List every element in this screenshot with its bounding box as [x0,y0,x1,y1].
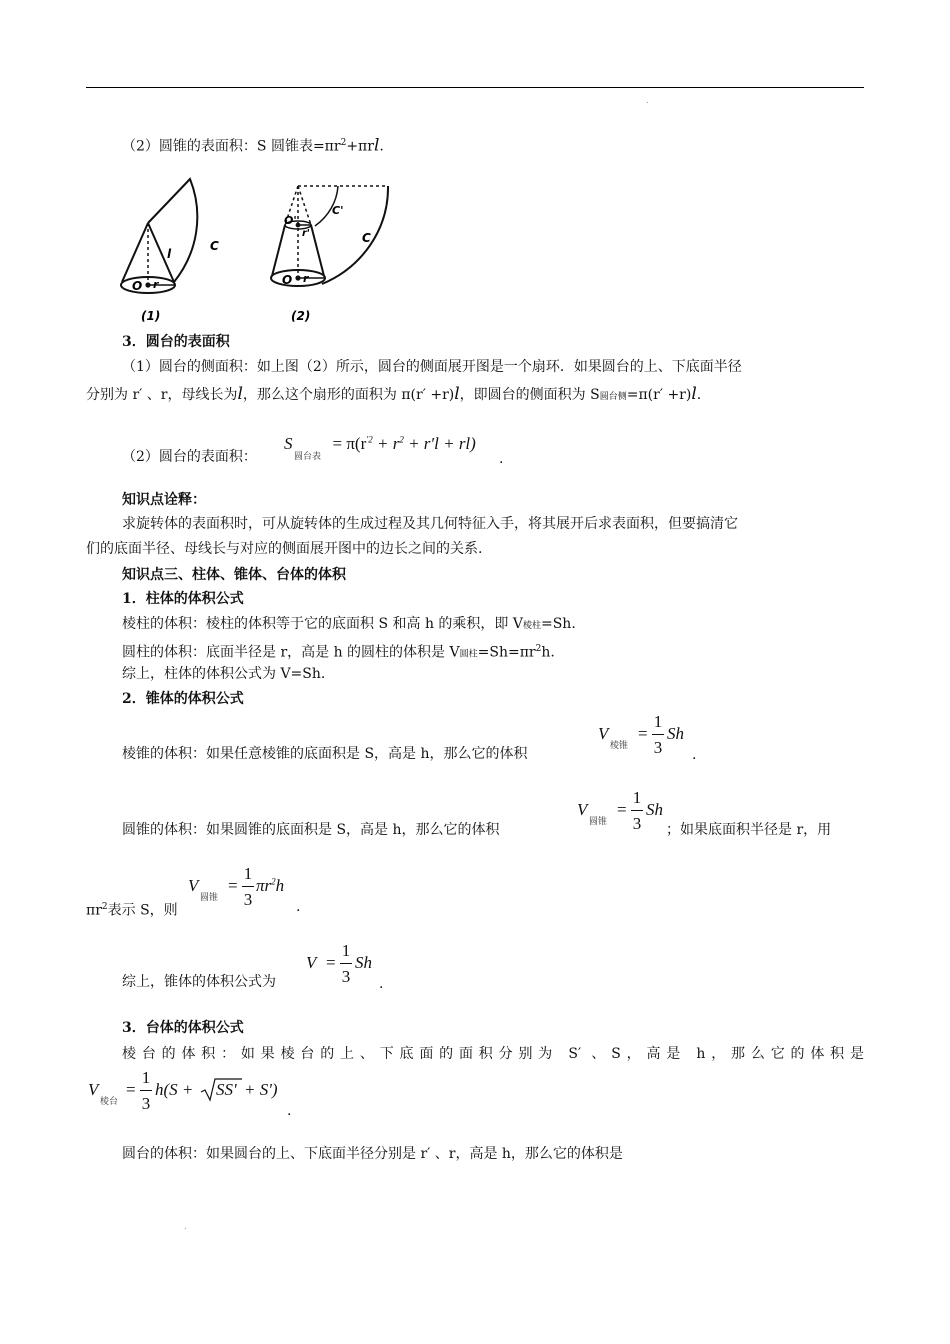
circular-frustum-volume: 圆台的体积：如果圆台的上、下底面半径分别是 r′ 、r，高是 h，那么它的体积是 [122,1146,623,1162]
fig2-label-Cprime: C' [332,204,344,217]
fig1-label-O: O [132,279,143,293]
sum2-end: . [379,976,384,992]
pyramid-volume-text: 棱锥的体积：如果任意棱锥的底面积是 S，高是 h，那么它的体积 [122,746,528,762]
fig2-label-r: r [303,272,309,285]
s3-heading: 3．圆台的表面积 [122,334,230,350]
footer-dot: . [184,1222,187,1231]
frustum-volume-end: . [287,1103,292,1119]
fig2-caption: (2) [291,309,311,323]
k3-h2: 2．锥体的体积公式 [122,691,244,707]
sum2-text: 综上，锥体的体积公式为 [122,974,276,990]
sum1: 综上，柱体的体积公式为 V=Sh. [122,666,326,682]
s3-p2-label: （2）圆台的表面积： [122,449,257,465]
k3-h1: 1．柱体的体积公式 [122,591,244,607]
fig2-label-C: C [362,231,371,245]
header-rule [86,87,864,88]
fig1-label-C: C [210,239,219,253]
fig1-label-l: l [167,247,172,261]
header-dot: . [646,96,649,105]
fig2-label-rprime: r' [302,228,310,239]
cone-volume-text: 圆锥的体积：如果圆锥的底面积是 S，高是 h，那么它的体积 [122,822,500,838]
k3-h3: 3．台体的体积公式 [122,1020,244,1036]
frustum-surface-end: . [499,451,504,467]
frustum-volume-line1: 棱台的体积：如果棱台的上、下底面的面积分别为 S′ 、S，高是 h，那么它的体积是 [122,1046,864,1062]
k3-heading: 知识点三、柱体、锥体、台体的体积 [122,567,346,583]
notes-line1: 求旋转体的表面积时，可从旋转体的生成过程及其几何特征入手，将其展开后求表面积，但要搞清它 [122,516,738,532]
frustum-surface-formula: $S = \pi(r^{'2} + r^2 + r'l + rl)$ [284,434,476,453]
cone-volume-end: ；如果底面积半径是 r，用 [666,822,832,838]
cone-unfold-figure [110,168,410,328]
cone-surface-formula: （2）圆锥的表面积：S 圆锥表$=\pi r^2+\pi rl$. [122,135,384,156]
fig1-label-r: r [153,278,159,291]
cone-volume2-end: . [296,899,301,915]
s3-p1-line2: 分别为 r′ 、r，母线长为l，那么这个扇形的面积为 π(r′ +r)l，即圆台的侧面积为 S圆台侧=π(r′ +r)l. [86,384,702,404]
prism-volume: 棱柱的体积：棱柱的体积等于它的底面积 S 和高 h 的乘积，即 V棱柱=Sh. [122,616,576,632]
cylinder-volume: 圆柱的体积：底面半径是 r，高是 h 的圆柱的体积是 V圆柱$=Sh=\pi r^2h$. [122,644,555,661]
cone-volume2-text: $\pi r^2$表示 S，则 [86,902,178,919]
figure-1 [121,179,197,293]
notes-line2: 们的底面半径、母线长与对应的侧面展开图中的边长之间的关系. [86,541,483,557]
notes-heading: 知识点诠释： [122,492,206,508]
frustum-surface-sub: 圆台表 [294,452,322,462]
fig1-caption: (1) [141,309,161,323]
s3-p1-line1: （1）圆台的侧面积：如上图（2）所示，圆台的侧面展开图是一个扇环．如果圆台的上、下底面半径 [122,359,742,375]
fig2-label-Oprime: O' [284,214,297,227]
fig2-label-O: O [282,273,293,287]
pyramid-volume-end: . [692,747,697,763]
